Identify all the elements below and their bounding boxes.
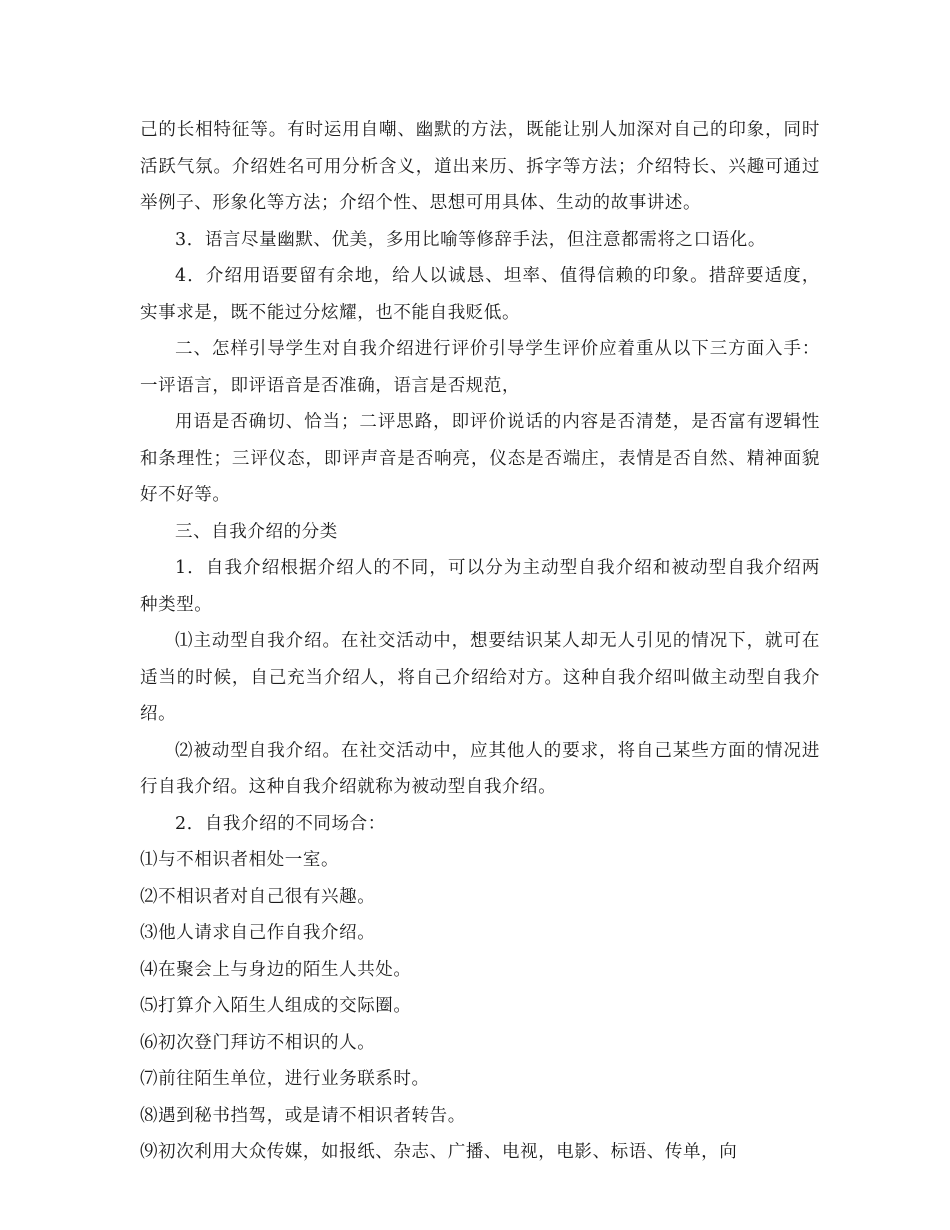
paragraph-active-intro: ⑴主动型自我介绍。在社交活动中，想要结识某人却无人引见的情况下，就可在适当的时候，自己充当介绍人，将自己介绍给对方。这种自我介绍叫做主动型自我介绍。	[140, 631, 820, 724]
occasion-item: ⑸打算介入陌生人组成的交际圈。	[140, 996, 412, 1016]
paragraph-continuation: 己的长相特征等。有时运用自嘲、幽默的方法，既能让别人加深对自己的印象，同时活跃气氛。介绍姓名可用分析含义，道出来历、拆字等方法；介绍特长、兴趣可通过举例子、形象化等方法；介绍个性、思想可用具体、生动的故事讲述。	[140, 120, 820, 213]
paragraph-occasions-heading: 2．自我介绍的不同场合：	[175, 813, 386, 834]
occasion-item: ⑶他人请求自己作自我介绍。	[140, 923, 376, 943]
occasion-item: ⑼初次利用大众传媒，如报纸、杂志、广播、电视，电影、标语、传单，向	[140, 1142, 738, 1162]
occasion-item: ⑴与不相识者相处一室。	[140, 850, 340, 870]
occasion-item: ⑺前往陌生单位，进行业务联系时。	[140, 1069, 430, 1089]
section-heading-classification: 三、自我介绍的分类	[175, 521, 338, 542]
paragraph-point-4: 4．介绍用语要留有余地，给人以诚恳、坦率、值得信赖的印象。措辞要适度，实事求是，既不能过分炫耀，也不能自我贬低。	[140, 266, 820, 323]
paragraph-classification-1: 1．自我介绍根据介绍人的不同，可以分为主动型自我介绍和被动型自我介绍两种类型。	[140, 558, 820, 615]
paragraph-point-3: 3．语言尽量幽默、优美，多用比喻等修辞手法，但注意都需将之口语化。	[175, 229, 766, 250]
section-heading-evaluation: 二、怎样引导学生对自我介绍进行评价引导学生评价应着重从以下三方面入手：一评语言，即评语音是否准确，语言是否规范，	[140, 339, 820, 396]
paragraph-passive-intro: ⑵被动型自我介绍。在社交活动中，应其他人的要求，将自己某些方面的情况进行自我介绍。这种自我介绍就称为被动型自我介绍。	[140, 740, 820, 797]
paragraph-evaluation-detail: 用语是否确切、恰当；二评思路，即评价说话的内容是否清楚，是否富有逻辑性和条理性；三评仪态，即评声音是否响亮，仪态是否端庄，表情是否自然、精神面貌好不好等。	[140, 412, 820, 505]
document-body	[140, 112, 820, 1171]
occasion-item: ⑷在聚会上与身边的陌生人共处。	[140, 959, 412, 980]
occasion-item: ⑵不相识者对自己很有兴趣。	[140, 886, 376, 907]
occasion-item: ⑹初次登门拜访不相识的人。	[140, 1032, 376, 1053]
occasion-item: ⑻遇到秘书挡驾，或是请不相识者转告。	[140, 1105, 466, 1126]
